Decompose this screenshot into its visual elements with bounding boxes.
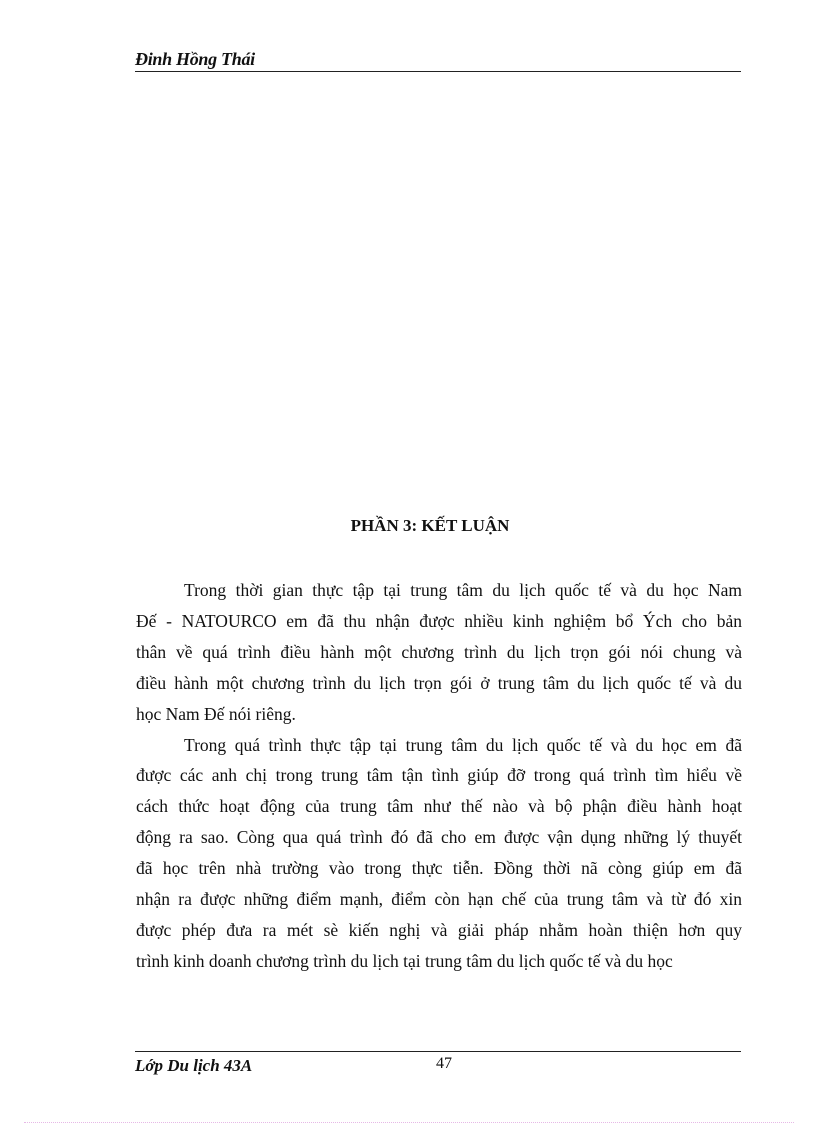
footer-divider bbox=[135, 1051, 741, 1052]
text-line: điều hành một chương trình du lịch trọn gói ở trung tâm du lịch quốc tế và du bbox=[136, 672, 742, 693]
text-line: cách thức hoạt động của trung tâm như thế nào và bộ phận điều hành hoạt bbox=[136, 796, 742, 817]
footer-class-name: Lớp Du lịch 43A bbox=[135, 1056, 253, 1075]
paragraph-1 bbox=[136, 575, 742, 730]
text-line: đã học trên nhà trường vào trong thực tiễn. Đồng thời nã còng giúp em đã bbox=[136, 858, 742, 879]
text-line: được các anh chị trong trung tâm tận tình giúp đỡ trong quá trình tìm hiểu về bbox=[136, 765, 742, 786]
section-title: PHẦN 3: KẾT LUẬN bbox=[350, 516, 510, 535]
body-text bbox=[136, 575, 742, 977]
page-number: 47 bbox=[436, 1055, 452, 1072]
header-divider bbox=[135, 71, 741, 72]
text-line: Đế - NATOURCO em đã thu nhận được nhiều kinh nghiệm bổ Ých cho bản bbox=[136, 610, 742, 631]
text-line: trình kinh doanh chương trình du lịch tại trung tâm du lịch quốc tế và du học bbox=[136, 950, 673, 971]
text-line: động ra sao. Còng qua quá trình đó đã cho em được vận dụng những lý thuyết bbox=[136, 827, 742, 848]
header-author-name: Đinh Hồng Thái bbox=[135, 49, 255, 69]
text-line: thân về quá trình điều hành một chương trình du lịch trọn gói nói chung và bbox=[136, 641, 742, 662]
text-line: được phép đưa ra mét sè kiến nghị và giải pháp nhằm hoàn thiện hơn quy bbox=[136, 919, 742, 940]
text-line: học Nam Đế nói riêng. bbox=[136, 703, 296, 724]
text-line: Trong quá trình thực tập tại trung tâm du lịch quốc tế và du học em đã bbox=[184, 734, 742, 755]
text-line: Trong thời gian thực tập tại trung tâm du lịch quốc tế và du học Nam bbox=[184, 580, 742, 600]
page-header bbox=[135, 48, 741, 70]
paragraph-2 bbox=[136, 730, 742, 977]
text-line: nhận ra được những điểm mạnh, điểm còn hạn chế của trung tâm và từ đó xin bbox=[136, 889, 742, 910]
